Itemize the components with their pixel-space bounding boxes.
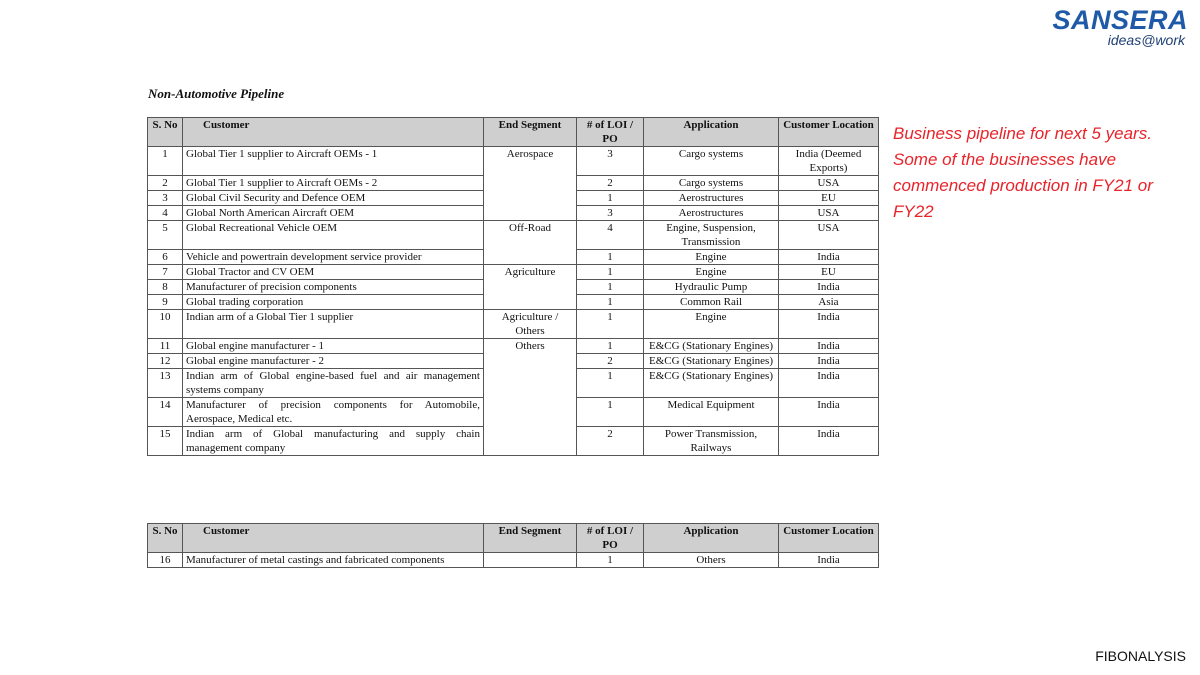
- customer-cell: Global Tier 1 supplier to Aircraft OEMs - 1: [183, 147, 484, 176]
- sno-cell: 3: [148, 191, 183, 206]
- sno-cell: 10: [148, 310, 183, 339]
- location-cell: India: [779, 250, 879, 265]
- location-cell: EU: [779, 191, 879, 206]
- loi-count-cell: 2: [577, 427, 644, 456]
- section-heading: Non-Automotive Pipeline: [148, 86, 285, 101]
- loi-count-cell: 2: [577, 354, 644, 369]
- table-row: [148, 339, 879, 354]
- header-sno: S. No: [148, 118, 183, 147]
- table-row: [148, 310, 879, 339]
- loi-count-cell: 2: [577, 176, 644, 191]
- application-cell: Hydraulic Pump: [644, 280, 779, 295]
- application-cell: Common Rail: [644, 295, 779, 310]
- loi-count-cell: 1: [577, 295, 644, 310]
- application-cell: E&CG (Stationary Engines): [644, 354, 779, 369]
- sno-cell: 13: [148, 369, 183, 398]
- loi-count-cell: 4: [577, 221, 644, 250]
- sansera-logo: [1052, 6, 1188, 47]
- loi-count-cell: 3: [577, 206, 644, 221]
- loi-count-cell: 3: [577, 147, 644, 176]
- logo-name: SANSERA: [1052, 5, 1188, 35]
- loi-count-cell: 1: [577, 553, 644, 568]
- header-customer: Customer: [183, 524, 484, 553]
- sno-cell: 9: [148, 295, 183, 310]
- application-cell: Aerostructures: [644, 191, 779, 206]
- sno-cell: 8: [148, 280, 183, 295]
- customer-cell: Global engine manufacturer - 2: [183, 354, 484, 369]
- header-end-segment: End Segment: [484, 118, 577, 147]
- table-row: [148, 553, 879, 568]
- header-sno: S. No: [148, 524, 183, 553]
- customer-cell: Manufacturer of precision components for Automobile, Aerospace, Medical etc.: [183, 398, 484, 427]
- sno-cell: 14: [148, 398, 183, 427]
- header-application: Application: [644, 118, 779, 147]
- end-segment-cell: Agriculture / Others: [484, 310, 577, 339]
- customer-cell: Global Recreational Vehicle OEM: [183, 221, 484, 250]
- location-cell: India: [779, 339, 879, 354]
- application-cell: Engine: [644, 265, 779, 280]
- location-cell: India (Deemed Exports): [779, 147, 879, 176]
- loi-count-cell: 1: [577, 310, 644, 339]
- logo-tagline: ideas@work: [1107, 32, 1185, 48]
- pipeline-table-continued: [147, 523, 879, 568]
- location-cell: USA: [779, 206, 879, 221]
- sno-cell: 4: [148, 206, 183, 221]
- table-header-row: [148, 524, 879, 553]
- sno-cell: 7: [148, 265, 183, 280]
- customer-cell: Manufacturer of precision components: [183, 280, 484, 295]
- location-cell: USA: [779, 221, 879, 250]
- application-cell: E&CG (Stationary Engines): [644, 339, 779, 354]
- location-cell: India: [779, 280, 879, 295]
- customer-cell: Global Tractor and CV OEM: [183, 265, 484, 280]
- location-cell: India: [779, 369, 879, 398]
- location-cell: EU: [779, 265, 879, 280]
- sno-cell: 2: [148, 176, 183, 191]
- header-location: Customer Location: [779, 524, 879, 553]
- header-application: Application: [644, 524, 779, 553]
- header-customer: Customer: [183, 118, 484, 147]
- customer-cell: Vehicle and powertrain development service provider: [183, 250, 484, 265]
- sno-cell: 15: [148, 427, 183, 456]
- location-cell: India: [779, 398, 879, 427]
- customer-cell: Global trading corporation: [183, 295, 484, 310]
- end-segment-cell: Agriculture: [484, 265, 577, 310]
- application-cell: Cargo systems: [644, 147, 779, 176]
- loi-count-cell: 1: [577, 398, 644, 427]
- location-cell: India: [779, 427, 879, 456]
- header-location: Customer Location: [779, 118, 879, 147]
- location-cell: USA: [779, 176, 879, 191]
- customer-cell: Manufacturer of metal castings and fabricated components: [183, 553, 484, 568]
- loi-count-cell: 1: [577, 191, 644, 206]
- loi-count-cell: 1: [577, 369, 644, 398]
- location-cell: India: [779, 354, 879, 369]
- application-cell: Engine, Suspension, Transmission: [644, 221, 779, 250]
- table-row: [148, 147, 879, 176]
- table-header-row: [148, 118, 879, 147]
- footer-brand: FIBONALYSIS: [1095, 648, 1186, 664]
- loi-count-cell: 1: [577, 265, 644, 280]
- customer-cell: Global Civil Security and Defence OEM: [183, 191, 484, 206]
- application-cell: Engine: [644, 310, 779, 339]
- application-cell: Cargo systems: [644, 176, 779, 191]
- customer-cell: Indian arm of Global manufacturing and supply chain management company: [183, 427, 484, 456]
- table-row: [148, 265, 879, 280]
- end-segment-cell: Off-Road: [484, 221, 577, 265]
- sno-cell: 16: [148, 553, 183, 568]
- loi-count-cell: 1: [577, 250, 644, 265]
- application-cell: Aerostructures: [644, 206, 779, 221]
- table-row: [148, 221, 879, 250]
- business-pipeline-note: Business pipeline for next 5 years. Some of the businesses have commenced production in FY21 or FY22: [893, 124, 1153, 221]
- customer-cell: Global engine manufacturer - 1: [183, 339, 484, 354]
- customer-cell: Global North American Aircraft OEM: [183, 206, 484, 221]
- sno-cell: 6: [148, 250, 183, 265]
- end-segment-cell: Others: [484, 339, 577, 456]
- sno-cell: 1: [148, 147, 183, 176]
- customer-cell: Global Tier 1 supplier to Aircraft OEMs - 2: [183, 176, 484, 191]
- application-cell: Others: [644, 553, 779, 568]
- application-cell: Medical Equipment: [644, 398, 779, 427]
- loi-count-cell: 1: [577, 339, 644, 354]
- location-cell: Asia: [779, 295, 879, 310]
- sno-cell: 11: [148, 339, 183, 354]
- application-cell: Engine: [644, 250, 779, 265]
- pipeline-table: [147, 117, 879, 456]
- customer-cell: Indian arm of a Global Tier 1 supplier: [183, 310, 484, 339]
- loi-count-cell: 1: [577, 280, 644, 295]
- end-segment-cell: [484, 553, 577, 568]
- location-cell: India: [779, 310, 879, 339]
- sno-cell: 12: [148, 354, 183, 369]
- sno-cell: 5: [148, 221, 183, 250]
- customer-cell: Indian arm of Global engine-based fuel and air management systems company: [183, 369, 484, 398]
- header-end-segment: End Segment: [484, 524, 577, 553]
- application-cell: Power Transmission, Railways: [644, 427, 779, 456]
- header-loi: # of LOI / PO: [577, 524, 644, 553]
- header-loi: # of LOI / PO: [577, 118, 644, 147]
- end-segment-cell: Aerospace: [484, 147, 577, 221]
- location-cell: India: [779, 553, 879, 568]
- application-cell: E&CG (Stationary Engines): [644, 369, 779, 398]
